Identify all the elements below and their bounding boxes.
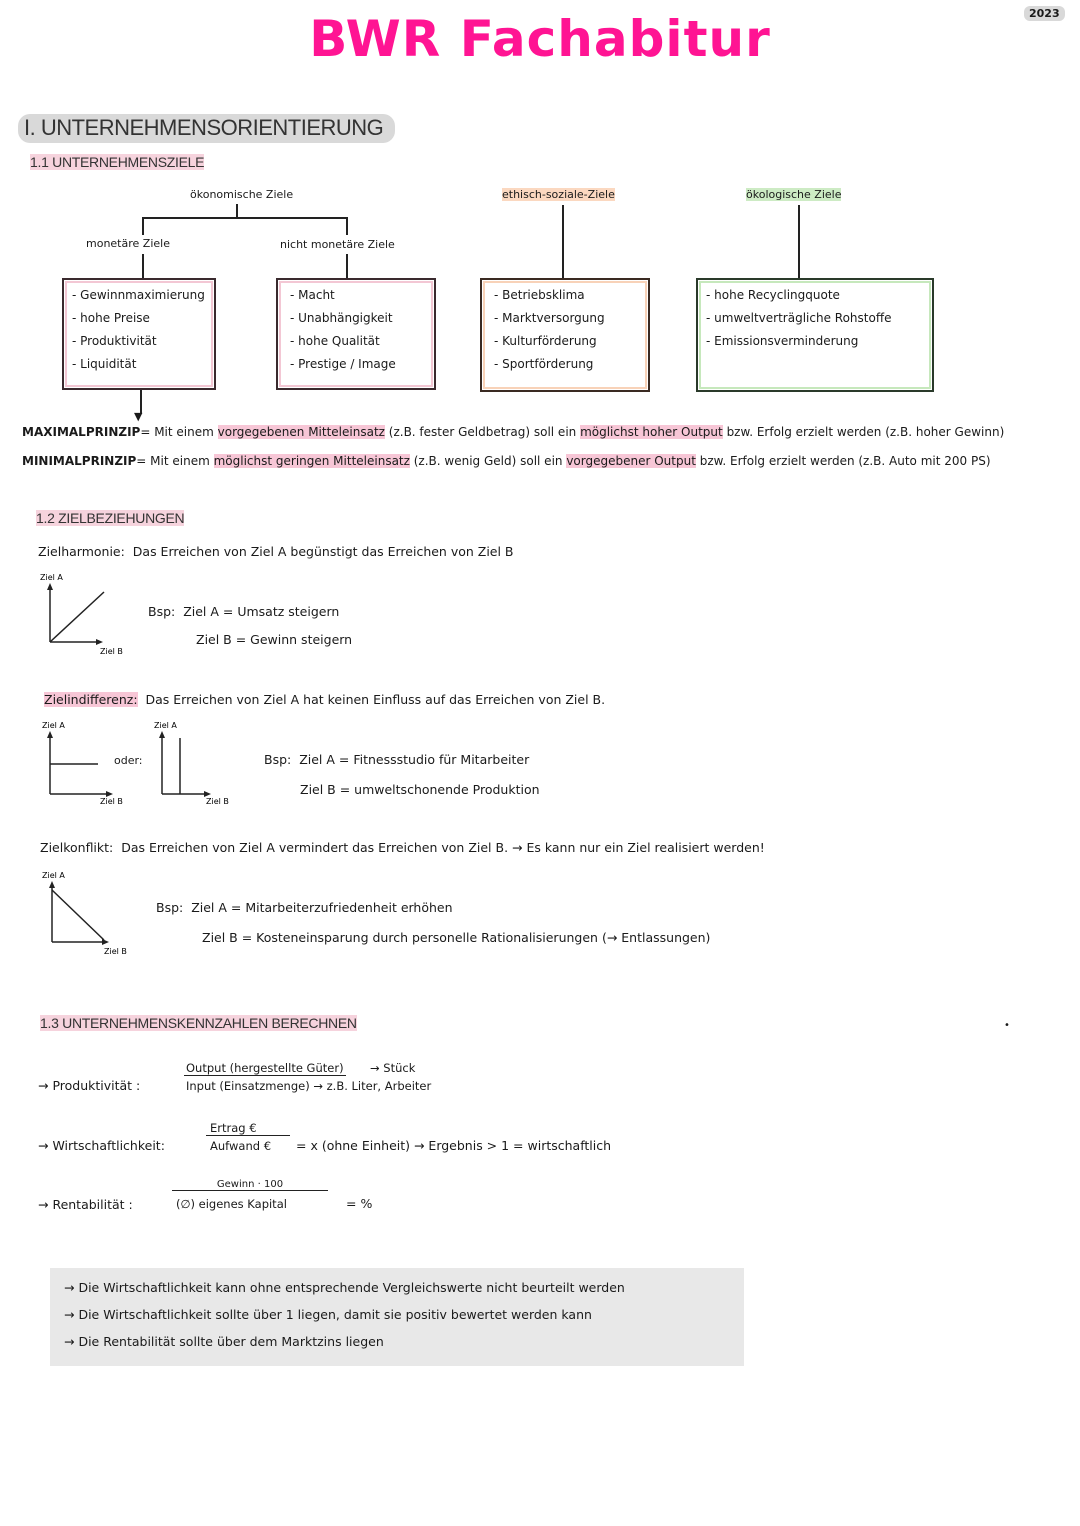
zielindifferenz-definition: Zielindifferenz: Das Erreichen von Ziel A hat keinen Einfluss auf das Erreichen von Ziel B. (44, 692, 606, 707)
svg-text:Ziel B: Ziel B (206, 797, 229, 806)
note-item: → Die Wirtschaftlichkeit sollte über 1 liegen, damit sie positiv bewertet werden kann (64, 1307, 592, 1322)
wirtschaftlichkeit-numerator: Ertrag € (206, 1121, 290, 1136)
nicht-monetaere-ziele-label: nicht monetäre Ziele (280, 238, 395, 251)
list-item: - hohe Recyclingquote (706, 288, 840, 302)
zielkonflikt-graph (38, 868, 128, 960)
oekologische-ziele-box (696, 278, 934, 392)
arrow-down-icon: ▼ (134, 410, 143, 423)
list-item: - Gewinnmaximierung (72, 288, 205, 302)
list-item: - Unabhängigkeit (290, 311, 393, 325)
oekonomische-ziele-label: ökonomische Ziele (190, 188, 294, 201)
rentabilitaet-result: = % (346, 1196, 373, 1211)
tree-line (346, 217, 348, 235)
zielindifferenz-graph-vertical (150, 718, 246, 810)
minimalprinzip-label: MINIMALPRINZIP (22, 454, 137, 468)
list-item: - Marktversorgung (494, 311, 605, 325)
year-badge: 2023 (1024, 6, 1065, 21)
list-item: - Produktivität (72, 334, 157, 348)
zielharmonie-graph (36, 570, 123, 658)
note-item: → Die Wirtschaftlichkeit kann ohne entsprechende Vergleichswerte nicht beurteilt werden (64, 1280, 625, 1295)
oekologische-ziele-label: ökologische Ziele (746, 188, 842, 201)
zielharmonie-definition: Zielharmonie: Das Erreichen von Ziel A begünstigt das Erreichen von Ziel B (38, 544, 514, 559)
harmonie-example: Bsp: Ziel A = Umsatz steigern (148, 604, 340, 619)
ethisch-soziale-ziele-box (480, 278, 650, 392)
oder-label: oder: (114, 754, 143, 767)
ethisch-soziale-ziele-label: ethisch-soziale-Ziele (502, 188, 615, 201)
axis-label-y: Ziel A (40, 573, 63, 582)
list-item: - umweltverträgliche Rohstoffe (706, 311, 892, 325)
tree-line (142, 217, 144, 235)
nicht-monetaere-ziele-box (276, 278, 436, 390)
maximalprinzip-label: MAXIMALPRINZIP (22, 425, 141, 439)
minimalprinzip-row: MINIMALPRINZIP= Mit einem möglichst geringen Mitteleinsatz (z.B. wenig Geld) soll ein vorgegebener Output bzw. Erfolg erzielt werden (z.B. Auto mit 200 PS) (22, 454, 991, 468)
konflikt-example-b: Ziel B = Kosteneinsparung durch personelle Rationalisierungen (→ Entlassungen) (202, 930, 711, 945)
section-heading: I. UNTERNEHMENSORIENTIERUNG (18, 114, 395, 143)
dot-mark: • (1004, 1020, 1010, 1031)
note-item: → Die Rentabilität sollte über dem Marktzins liegen (64, 1334, 384, 1349)
notes-box (50, 1268, 744, 1366)
rentabilitaet-numerator: Gewinn · 100 (172, 1179, 328, 1191)
produktivitaet-numerator-note: → Stück (370, 1061, 416, 1075)
subsection-heading-1-1: 1.1 UNTERNEHMENSZIELE (30, 154, 205, 170)
list-item: - Prestige / Image (290, 357, 396, 371)
tree-line (346, 254, 348, 278)
list-item: - Macht (290, 288, 335, 302)
svg-text:Ziel A: Ziel A (154, 721, 177, 730)
subsection-heading-1-3: 1.3 UNTERNEHMENSKENNZAHLEN BERECHNEN (40, 1015, 357, 1031)
zielindifferenz-graph-horizontal (38, 718, 126, 810)
tree-line (562, 205, 564, 279)
monetaere-ziele-label: monetäre Ziele (86, 237, 170, 250)
positive-slope-line (50, 592, 104, 642)
zielkonflikt-definition: Zielkonflikt: Das Erreichen von Ziel A vermindert das Erreichen von Ziel B. → Es kann nur ein Ziel realisiert werden! (40, 840, 765, 855)
svg-text:Ziel A: Ziel A (42, 871, 65, 880)
axis-label-x: Ziel B (100, 647, 123, 656)
list-item: - Emissionsverminderung (706, 334, 859, 348)
svg-text:Ziel B: Ziel B (100, 797, 123, 806)
produktivitaet-denominator: Input (Einsatzmenge) → z.B. Liter, Arbeiter (186, 1079, 432, 1093)
tree-line (142, 217, 348, 219)
list-item: - Sportförderung (494, 357, 594, 371)
list-item: - hohe Preise (72, 311, 150, 325)
maximalprinzip-row: MAXIMALPRINZIP= Mit einem vorgegebenen Mitteleinsatz (z.B. fester Geldbetrag) soll ein möglichst hoher Output bzw. Erfolg erzielt werden (z.B. hoher Gewinn) (22, 425, 1005, 439)
produktivitaet-numerator: Output (hergestellte Güter) (186, 1061, 344, 1075)
harmonie-example-b: Ziel B = Gewinn steigern (196, 632, 353, 647)
tree-line (142, 254, 144, 278)
tree-line (236, 204, 238, 218)
indifferenz-example: Bsp: Ziel A = Fitnessstudio für Mitarbeiter (264, 752, 530, 767)
page-title: BWR Fachabitur (309, 10, 771, 68)
monetaere-ziele-box (62, 278, 216, 390)
subsection-heading-1-2: 1.2 ZIELBEZIEHUNGEN (36, 510, 185, 526)
list-item: - Liquidität (72, 357, 137, 371)
negative-slope-line (52, 890, 104, 940)
rentabilitaet-denominator: (∅) eigenes Kapital (176, 1197, 287, 1211)
svg-text:Ziel A: Ziel A (42, 721, 65, 730)
svg-text:Ziel B: Ziel B (104, 947, 127, 956)
list-item: - Betriebsklima (494, 288, 585, 302)
produktivitaet-label: → Produktivität : (38, 1078, 141, 1093)
rentabilitaet-label: → Rentabilität : (38, 1197, 133, 1212)
list-item: - Kulturförderung (494, 334, 597, 348)
tree-line (798, 205, 800, 279)
konflikt-example: Bsp: Ziel A = Mitarbeiterzufriedenheit erhöhen (156, 900, 453, 915)
indifferenz-example-b: Ziel B = umweltschonende Produktion (300, 782, 540, 797)
wirtschaftlichkeit-result: = x (ohne Einheit) → Ergebnis > 1 = wirtschaftlich (296, 1138, 612, 1153)
wirtschaftlichkeit-label: → Wirtschaftlichkeit: (38, 1138, 165, 1153)
wirtschaftlichkeit-denominator: Aufwand € (210, 1139, 272, 1153)
list-item: - hohe Qualität (290, 334, 380, 348)
